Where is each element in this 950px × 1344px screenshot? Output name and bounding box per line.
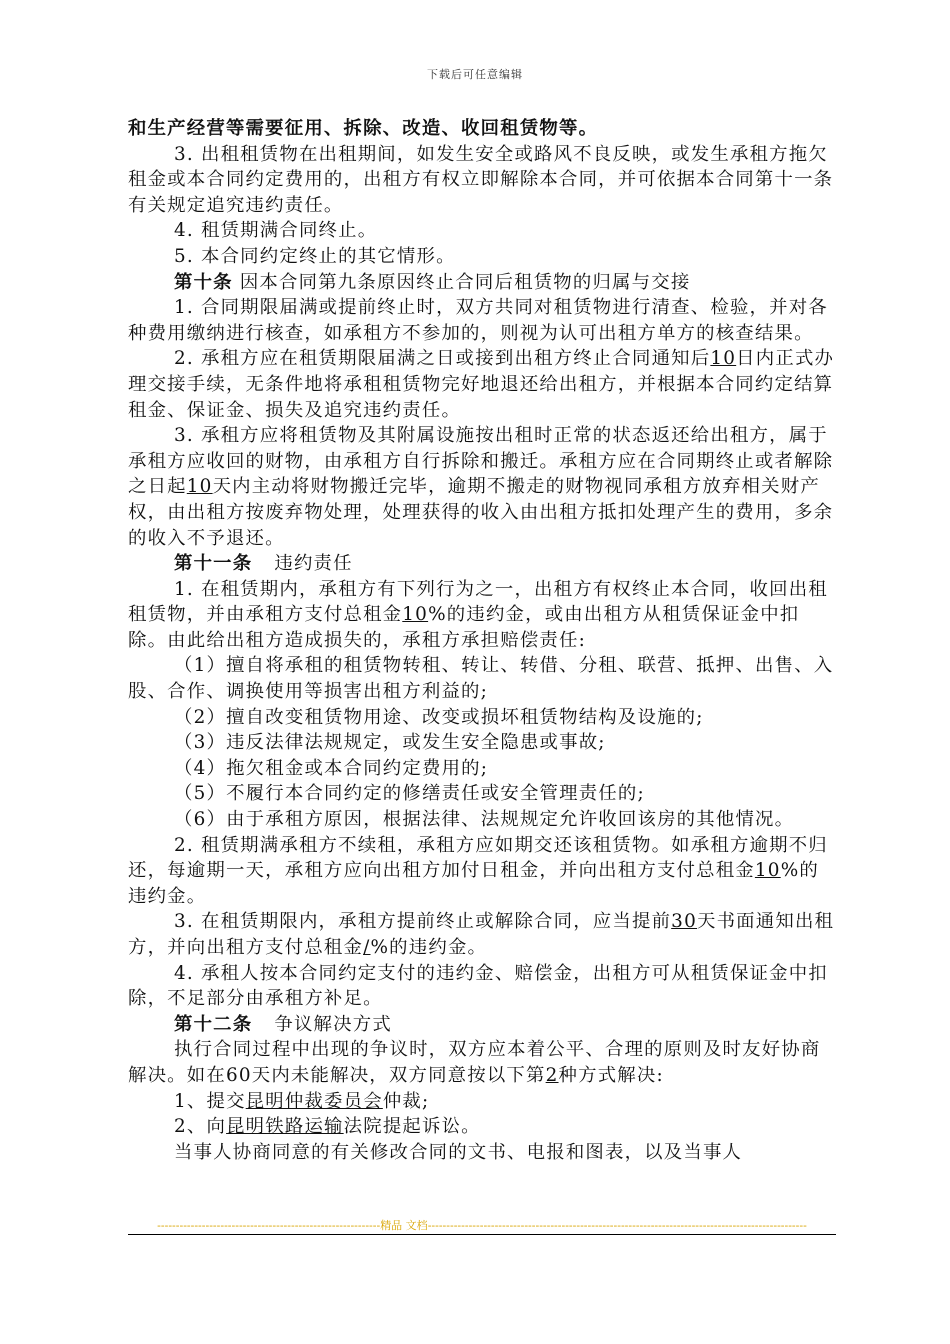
- article-12-heading: [128, 1012, 836, 1038]
- dispute-option-2-text-a: 2、向: [174, 1116, 227, 1138]
- clause-12-body: [128, 1037, 836, 1088]
- clause-11-1-text-b: %的违约金，或由出租方从租赁保证金中扣除。由此给出租方造成损失的，承租方承担赔偿责任:: [128, 604, 800, 651]
- clause-11-2: [128, 833, 836, 910]
- clause-11-3-text-b: 天书面通知出租方，并向出租方支付总租金: [128, 911, 835, 958]
- dispute-option-2: [128, 1114, 836, 1140]
- article-10-text: 因本合同第九条原因终止合同后租赁物的归属与交接: [239, 271, 691, 293]
- footer-dashes-left: ------------------------------------------------------------: [157, 1219, 381, 1232]
- clause-11-1-item-2: （2）擅自改变租赁物用途、改变或损坏租赁物结构及设施的;: [174, 706, 704, 728]
- court-name-value: 昆明铁路运输: [226, 1116, 344, 1138]
- clause-9-4: 4. 租赁期满合同终止。: [174, 220, 378, 242]
- clause-11-3-text-c: %的违约金。: [370, 937, 488, 958]
- clause-11-3-text-a: 3. 在租赁期限内，承租方提前终止或解除合同，应当提前: [174, 911, 672, 933]
- clause-9-3: 3. 出租租赁物在出租期间，如发生安全或路风不良反映，或发生承租方拖欠租金或本合同约定费用的，出租方有权立即解除本合同，并可依据本合同第十一条有关规定追究违约责任。: [128, 143, 834, 216]
- early-termination-rate-value: /: [363, 937, 371, 958]
- clause-10-2: [128, 346, 836, 423]
- article-11-title: 第十一条: [174, 553, 253, 575]
- removal-days-value: 10: [186, 476, 213, 498]
- clause-10-2-text-a: 2. 承租方应在租赁期限届满之日或接到出租方终止合同通知后: [174, 348, 711, 370]
- clause-10-3-text-a: 3. 承租方应将租赁物及其附属设施按出租时正常的状态返还给出租方，属于承租方应收回的财物，由承租方自行拆除和搬迁。承租方应在合同期终止或者解除之日起: [128, 425, 834, 498]
- overdue-penalty-rate-value: 10: [754, 860, 781, 882]
- dispute-option-1-text-b: 仲裁;: [382, 1090, 430, 1112]
- footer-divider: [128, 1234, 836, 1235]
- footer-dashes-right: ------------------------------------------------------------------------------------------------------: [427, 1219, 807, 1232]
- article-11-heading: [128, 551, 836, 577]
- article-11-text: 违约责任: [274, 553, 353, 575]
- clause-11-1-item-4: （4）拖欠租金或本合同约定费用的;: [174, 757, 489, 779]
- clause-11-1-item-3: （3）违反法律法规规定，或发生安全隐患或事故;: [174, 732, 606, 754]
- paragraph-amendments: 当事人协商同意的有关修改合同的文书、电报和图表，以及当事人: [174, 1141, 743, 1163]
- clause-11-4: 4. 承租人按本合同约定支付的违约金、赔偿金，出租方可从租赁保证金中扣除，不足部分由承租方补足。: [128, 962, 828, 1010]
- footer-label: 精品 文档: [380, 1219, 428, 1232]
- clause-12-text-b: 种方式解决:: [558, 1064, 664, 1086]
- clause-11-3: [128, 909, 836, 960]
- paragraph-continuation: 和生产经营等需要征用、拆除、改造、收回租赁物等。: [128, 118, 599, 139]
- clause-11-1-item-5: （5）不履行本合同约定的修缮责任或安全管理责任的;: [174, 783, 645, 805]
- dispute-option-value: 2: [545, 1064, 559, 1086]
- dispute-option-2-text-b: 法院提起诉讼。: [343, 1116, 481, 1138]
- dispute-option-1: [128, 1089, 836, 1115]
- clause-10-3-text-b: 天内主动将财物搬迁完毕，逾期不搬走的财物视同承租方放弃相关财产权，由出租方按废弃物处理，处理获得的收入由出租方抵扣处理产生的费用，多余的收入不予退还。: [128, 476, 834, 549]
- document-body: [128, 116, 836, 1165]
- clause-11-1-item-1: （1）擅自将承租的租赁物转租、转让、转借、分租、联营、抵押、出售、入股、合作、调换使用等损害出租方利益的;: [128, 655, 834, 703]
- article-12-text: 争议解决方式: [274, 1013, 392, 1035]
- clause-10-3: [128, 423, 836, 551]
- page-header-note: 下载后可任意编辑: [427, 68, 523, 81]
- clause-10-2-text-b: 日内正式办理交接手续，无条件地将承租租赁物完好地退还给出租方，并根据本合同约定结算租金、保证金、损失及追究违约责任。: [128, 348, 835, 421]
- article-12-title: 第十二条: [174, 1013, 253, 1035]
- clause-11-1-item-6: （6）由于承租方原因，根据法律、法规规定允许收回该房的其他情况。: [174, 809, 795, 831]
- article-10-title: 第十条: [174, 271, 233, 293]
- notice-days-value: 30: [671, 911, 697, 933]
- article-10-heading: [128, 270, 836, 296]
- clause-9-5: 5. 本合同约定终止的其它情形。: [174, 245, 456, 267]
- clause-11-2-text-a: 2. 租赁期满承租方不续租，承租方应如期交还该租赁物。如承租方逾期不归还，每逾期一天，承租方应向出租方加付日租金，并向出租方支付总租金: [128, 834, 828, 882]
- clause-11-1: [128, 577, 836, 654]
- footer-watermark: [128, 1217, 836, 1233]
- clause-10-1: 1. 合同期限届满或提前终止时，双方共同对租赁物进行清查、检验，并对各种费用缴纳进行核查，如承租方不参加的，则视为认可出租方单方的核查结果。: [128, 297, 828, 344]
- dispute-option-1-text-a: 1、提交: [174, 1090, 246, 1112]
- handover-days-value: 10: [710, 348, 737, 370]
- penalty-rate-value: 10: [402, 604, 429, 626]
- clause-11-1-text-a: 1. 在租赁期内，承租方有下列行为之一，出租方有权终止本合同，收回出租租赁物，并由承租方支付总租金: [128, 578, 828, 626]
- arbitration-body-value: 昆明仲裁委员会: [245, 1090, 383, 1112]
- clause-11-2-text-b: %的违约金。: [128, 860, 819, 907]
- clause-12-text-a: 执行合同过程中出现的争议时，双方应本着公平、合理的原则及时友好协商解决。如在60天内未能解决，双方同意按以下第: [128, 1039, 821, 1086]
